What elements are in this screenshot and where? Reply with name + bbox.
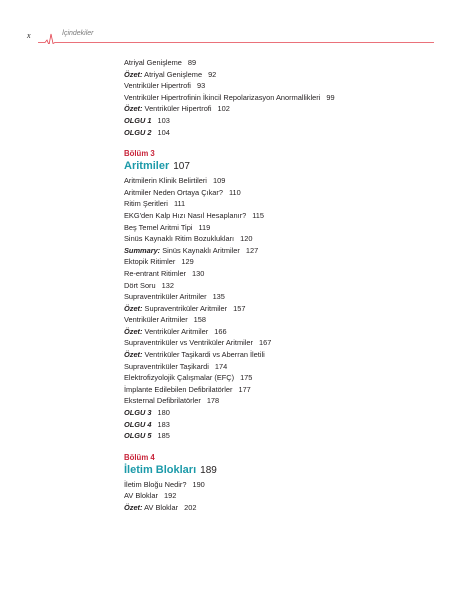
toc-entry-title: AV Bloklar <box>124 491 158 501</box>
toc-entry-title: Sinüs Kaynaklı Ritim Bozuklukları <box>124 234 235 244</box>
toc-entry[interactable] <box>124 479 454 491</box>
toc-entry[interactable] <box>124 314 454 326</box>
toc-entry-title: Supraventriküler Taşikardi <box>124 361 209 371</box>
toc-entry-title: Eksternal Defibrilatörler <box>124 396 201 406</box>
toc-entry-page: 127 <box>245 245 259 255</box>
toc-entry-prefix: Özet: <box>124 303 143 313</box>
toc-entry-page: 180 <box>157 408 170 418</box>
toc-entry-prefix: Özet: <box>124 326 143 336</box>
toc-entry-title: Aritmilerin Klinik Belirtileri <box>124 176 207 186</box>
toc-entry-page: 130 <box>192 268 205 278</box>
toc-entry[interactable] <box>124 430 454 442</box>
toc-entry[interactable] <box>124 103 454 115</box>
toc-entry-page: 119 <box>198 222 211 232</box>
toc-entry[interactable] <box>124 69 454 81</box>
toc-entry-prefix: OLGU 1 <box>124 115 152 125</box>
chapter-3-title: Aritmiler <box>124 160 170 173</box>
toc-entry-page: 135 <box>212 292 225 302</box>
toc-entry-page: 178 <box>206 396 220 406</box>
toc-entry-title: Ritim Şeritleri <box>124 199 168 209</box>
toc-entry-page: 110 <box>228 187 241 197</box>
toc-entry-page: 129 <box>181 257 194 267</box>
toc-entry-page: 166 <box>214 326 227 336</box>
toc-entry-title: Ektopik Ritimler <box>124 257 176 267</box>
toc-entry-page: 192 <box>163 491 177 501</box>
toc-entry[interactable] <box>124 502 454 514</box>
toc-entry[interactable] <box>124 291 454 303</box>
toc-entry[interactable] <box>124 372 454 384</box>
toc-entry[interactable] <box>124 384 454 396</box>
toc-entry[interactable] <box>124 419 454 431</box>
toc-entry[interactable] <box>124 303 454 315</box>
toc-entry-title: Atriyal Genişleme <box>124 58 182 67</box>
toc-entry[interactable] <box>124 233 454 245</box>
toc-entry[interactable] <box>124 222 454 234</box>
toc-entry[interactable] <box>124 187 454 199</box>
toc-entry-title: Sinüs Kaynaklı Aritmiler <box>162 245 240 255</box>
toc-entry-title: Ventriküler Hipertrofi <box>124 81 191 91</box>
toc-entry-prefix: Summary: <box>124 245 161 255</box>
toc-entry-prefix: Özet: <box>124 350 143 360</box>
toc-entry-page: 104 <box>157 127 170 137</box>
toc-entry[interactable] <box>124 395 454 407</box>
toc-entry-page: 115 <box>252 210 264 220</box>
chapter-4-heading[interactable] <box>124 463 454 478</box>
chapter-4-label: Bölüm 4 <box>124 452 155 462</box>
toc-entry-title: AV Bloklar <box>144 503 179 512</box>
section-spacer <box>124 138 454 149</box>
toc-entry[interactable] <box>124 80 454 92</box>
toc-entry[interactable] <box>124 326 454 338</box>
toc-entry-page: 167 <box>258 338 272 348</box>
toc-entry-page: 174 <box>214 361 228 371</box>
toc-entry-title: Supraventriküler vs Ventriküler Aritmiler <box>124 338 253 348</box>
toc-entry-title: Dört Soru <box>124 280 156 290</box>
toc-entry-page: 92 <box>208 69 217 79</box>
table-of-contents <box>124 57 454 514</box>
page-number: x <box>27 31 31 40</box>
toc-entry-prefix: OLGU 3 <box>124 408 152 418</box>
toc-entry-prefix: OLGU 5 <box>124 431 152 441</box>
toc-entry[interactable] <box>124 280 454 292</box>
toc-entry[interactable] <box>124 115 454 127</box>
toc-entry[interactable] <box>124 57 454 69</box>
chapter-3-page: 107 <box>173 161 190 173</box>
toc-entry[interactable] <box>124 256 454 268</box>
toc-entry[interactable] <box>124 490 454 502</box>
chapter-4-title: İletim Blokları <box>124 463 197 476</box>
header-title: İçindekiler <box>62 30 94 37</box>
toc-entry[interactable] <box>124 349 454 361</box>
toc-entry-page: 102 <box>217 104 230 114</box>
toc-entry-page: 93 <box>196 81 206 91</box>
toc-entry-title: Ventriküler Hipertrofi <box>144 104 212 114</box>
toc-entry-page: 202 <box>184 503 197 512</box>
toc-entry-page: 99 <box>326 92 335 102</box>
toc-entry[interactable] <box>124 245 454 257</box>
toc-entry-page: 103 <box>157 115 170 125</box>
section-spacer <box>124 442 454 453</box>
toc-entry-page: 132 <box>161 280 174 290</box>
toc-entry-title: Aritmiler Neden Ortaya Çıkar? <box>124 187 223 197</box>
toc-entry[interactable] <box>124 127 454 139</box>
toc-entry[interactable] <box>124 337 454 349</box>
page-header <box>0 0 464 44</box>
toc-entry-title: Ventriküler Aritmiler <box>144 326 209 336</box>
toc-entry[interactable] <box>124 92 454 104</box>
toc-entry-page: 109 <box>212 176 226 186</box>
toc-entry-title: İletim Bloğu Nedir? <box>124 479 187 489</box>
toc-entry-title: Ventriküler Taşikardi vs Aberran İletili <box>144 350 265 360</box>
toc-entry-title: Ventriküler Aritmiler <box>124 315 188 325</box>
toc-entry-title: Beş Temel Aritmi Tipi <box>124 222 193 232</box>
toc-entry-title: Atriyal Genişleme <box>144 69 203 79</box>
toc-entry-page: 111 <box>173 199 186 209</box>
toc-entry-prefix: Özet: <box>124 104 143 114</box>
toc-entry[interactable] <box>124 210 454 222</box>
chapter-4-page: 189 <box>200 464 217 476</box>
toc-entry-page: 158 <box>193 315 207 325</box>
toc-entry-prefix: OLGU 2 <box>124 127 152 137</box>
toc-entry-page: 120 <box>240 234 253 244</box>
toc-entry-page: 89 <box>187 58 197 67</box>
header-ecg-line <box>0 0 464 44</box>
toc-entry-title: İmplante Edilebilen Defibrilatörler <box>124 384 233 394</box>
toc-entry-prefix: Özet: <box>124 69 143 79</box>
toc-entry-title: Elektrofizyolojik Çalışmalar (EFÇ) <box>124 373 235 383</box>
toc-entry-title: Ventriküler Hipertrofinin İkincil Repolarizasyon Anormallikleri <box>124 92 321 102</box>
toc-entry[interactable] <box>124 198 454 210</box>
toc-entry-page: 175 <box>240 373 253 383</box>
toc-entry-page: 183 <box>157 419 170 429</box>
toc-entry-title: Re-entrant Ritimler <box>124 268 187 278</box>
toc-entry[interactable] <box>124 175 454 187</box>
toc-entry-prefix: Özet: <box>124 503 143 512</box>
toc-entry-title: EKG'den Kalp Hızı Nasıl Hesaplanır? <box>124 210 247 220</box>
toc-entry[interactable] <box>124 361 454 373</box>
toc-entry-title: Supraventriküler Aritmiler <box>144 303 228 313</box>
chapter-3-label: Bölüm 3 <box>124 149 155 159</box>
toc-entry-page: 157 <box>233 303 246 313</box>
toc-entry-prefix: OLGU 4 <box>124 419 152 429</box>
toc-entry-page: 185 <box>157 431 170 441</box>
toc-entry-page: 177 <box>238 384 251 394</box>
chapter-3-heading[interactable] <box>124 159 454 174</box>
toc-entry-title: Supraventriküler Aritmiler <box>124 292 207 302</box>
toc-entry[interactable] <box>124 268 454 280</box>
toc-entry-page: 190 <box>192 479 205 489</box>
toc-entry[interactable] <box>124 407 454 419</box>
